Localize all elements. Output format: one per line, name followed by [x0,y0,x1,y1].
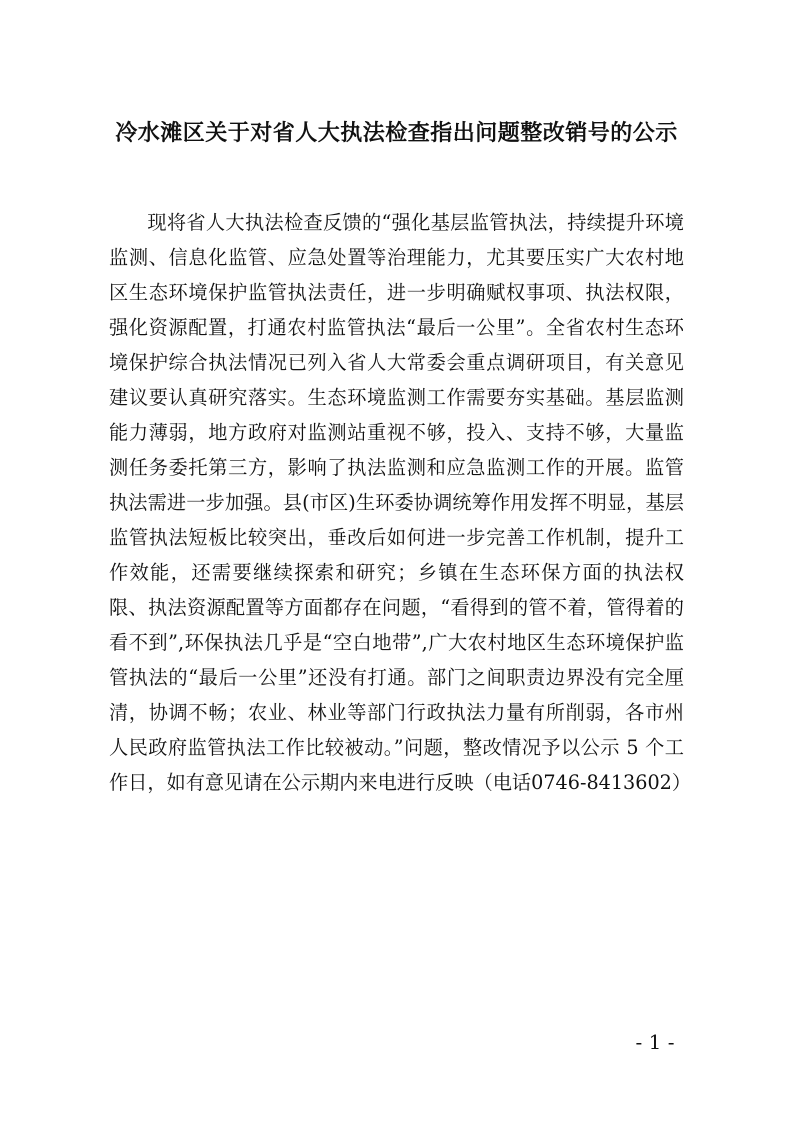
body-paragraph: 现将省人大执法检查反馈的“强化基层监管执法，持续提升环境监测、信息化监管、应急处置等治理能力，尤其要压实广大农村地区生态环境保护监管执法责任，进一步明确赋权事项、执法权限，强化资源配置，打通农村监管执法“最后一公里”。全省农村生态环境保护综合执法情况已列入省人大常委会重点调研项目，有关意见建议要认真研究落实。生态环境监测工作需要夯实基础。基层监测能力薄弱，地方政府对监测站重视不够，投入、支持不够，大量监测任务委托第三方，影响了执法监测和应急监测工作的开展。监管执法需进一步加强。县(市区)生环委协调统筹作用发挥不明显，基层监管执法短板比较突出，垂改后如何进一步完善工作机制，提升工作效能，还需要继续探索和研究；乡镇在生态环保方面的执法权限、执法资源配置等方面都存在问题，“看得到的管不着，管得着的看不到”,环保执法几乎是“空白地带”,广大农村地区生态环境保护监管执法的“最后一公里”还没有打通。部门之间职责边界没有完全厘清，协调不畅；农业、林业等部门行政执法力量有所削弱，各市州人民政府监管执法工作比较被动。”问题，整改情况予以公示 5 个工作日，如有意见请在公示期内来电进行反映（电话0746-8413602） [109,211,692,794]
page-title: 冷水滩区关于对省人大执法检查指出问题整改销号的公示 [115,121,678,146]
page-number: - 1 - [635,1030,675,1054]
